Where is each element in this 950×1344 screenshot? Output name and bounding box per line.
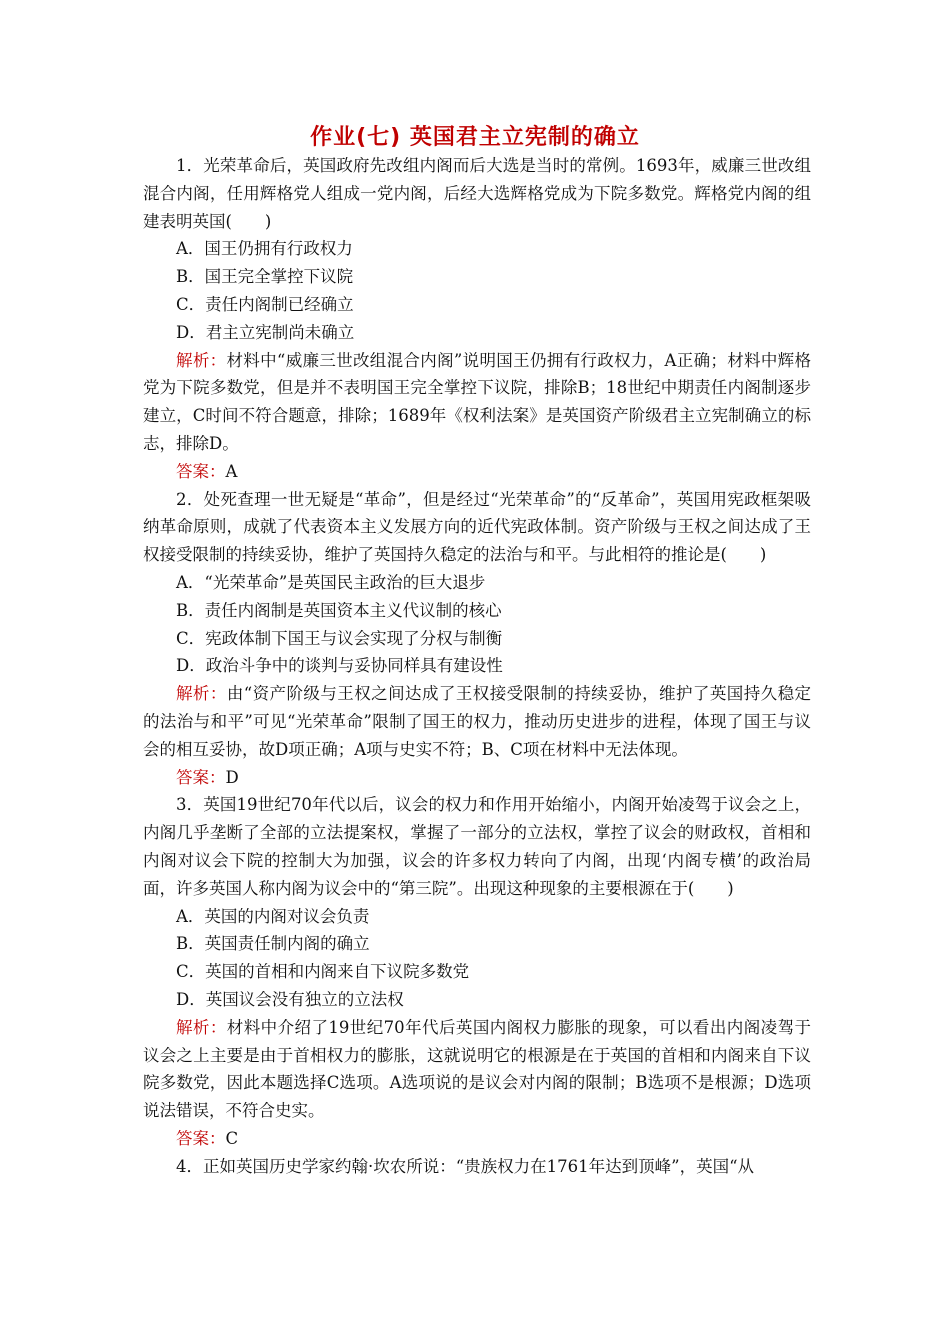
analysis-text: 材料中介绍了19世纪70年代后英国内阁权力膨胀的现象，可以看出内阁凌驾于议会之上主要是由于首相权力的膨胀，这就说明它的根源是在于英国的首相和内阁来自下议院多数党，因此本题选择C选项。A选项说的是议会对内阁的限制；B选项不是根源；D选项说法错误，不符合史实。: [143, 1017, 811, 1121]
page-title: 作业(七) 英国君主立宪制的确立: [310, 125, 640, 150]
document-body: [143, 152, 811, 1180]
option-b: B．责任内阁制是英国资本主义代议制的核心: [176, 600, 502, 620]
option-c: C．英国的首相和内阁来自下议院多数党: [176, 962, 470, 982]
analysis-text: 材料中“威廉三世改组混合内阁”说明国王仍拥有行政权力，A正确；材料中辉格党为下院多数党，但是并不表明国王完全掌控下议院，排除B；18世纪中期责任内阁制逐步建立，C时间不符合题意，排除；1689年《权利法案》是英国资产阶级君主立宪制确立的标志，排除D。: [143, 350, 811, 453]
question-1: [143, 152, 811, 486]
question-stem: 2．处死查理一世无疑是“革命”，但是经过“光荣革命”的“反革命”，英国用宪政框架吸纳革命原则，成就了代表资本主义发展方向的近代宪政体制。资产阶级与王权之间达成了王权接受限制的持续妥协，维护了英国持久稳定的法治与和平。与此相符的推论是( ): [143, 489, 811, 565]
answer-value: D: [225, 767, 239, 787]
question-4: [143, 1153, 811, 1181]
analysis: [143, 1014, 811, 1125]
option-c: C．宪政体制下国王与议会实现了分权与制衡: [176, 628, 503, 648]
option-d: D．君主立宪制尚未确立: [176, 322, 355, 342]
answer-label: 答案：: [176, 461, 226, 481]
answer: [143, 1125, 811, 1153]
option-a: A．国王仍拥有行政权力: [176, 239, 353, 259]
answer-label: 答案：: [176, 1128, 226, 1148]
option-a: A．英国的内阁对议会负责: [176, 906, 370, 926]
question-2: [143, 486, 811, 792]
answer-label: 答案：: [176, 767, 226, 787]
analysis-label: 解析：: [176, 1017, 227, 1037]
question-3: [143, 791, 811, 1152]
answer-value: C: [225, 1128, 239, 1148]
analysis: [143, 680, 811, 763]
answer-value: A: [225, 461, 238, 481]
option-d: D．英国议会没有独立的立法权: [176, 989, 404, 1009]
question-stem: 4．正如英国历史学家约翰·坎农所说：“贵族权力在1761年达到顶峰”，英国“从: [176, 1156, 755, 1176]
option-c: C．责任内阁制已经确立: [176, 294, 354, 314]
option-b: B．国王完全掌控下议院: [176, 267, 354, 287]
analysis-label: 解析：: [176, 350, 227, 370]
answer: [143, 764, 811, 792]
analysis-label: 解析：: [176, 684, 227, 704]
analysis: [143, 347, 811, 458]
question-stem: 1．光荣革命后，英国政府先改组内阁而后大选是当时的常例。1693年，威廉三世改组混合内阁，任用辉格党人组成一党内阁，后经大选辉格党成为下院多数党。辉格党内阁的组建表明英国( ): [143, 156, 811, 231]
question-stem: 3．英国19世纪70年代以后，议会的权力和作用开始缩小，内阁开始凌驾于议会之上，内阁几乎垄断了全部的立法提案权，掌握了一部分的立法权，掌控了议会的财政权，首相和内阁对议会下院的控制大为加强，议会的许多权力转向了内阁，出现‘内阁专横’的政治局面，许多英国人称内阁为议会中的“第三院”。出现这种现象的主要根源在于( ): [143, 795, 811, 898]
option-d: D．政治斗争中的谈判与妥协同样具有建设性: [176, 656, 503, 676]
option-b: B．英国责任制内阁的确立: [176, 934, 370, 954]
analysis-text: 由“资产阶级与王权之间达成了王权接受限制的持续妥协，维护了英国持久稳定的法治与和平”可见“光荣革命”限制了国王的权力，推动历史进步的进程，体现了国王与议会的相互妥协，故D项正确；A项与史实不符；B、C项在材料中无法体现。: [143, 684, 812, 759]
answer: [143, 458, 811, 486]
option-a: A．“光荣革命”是英国民主政治的巨大退步: [176, 572, 486, 592]
